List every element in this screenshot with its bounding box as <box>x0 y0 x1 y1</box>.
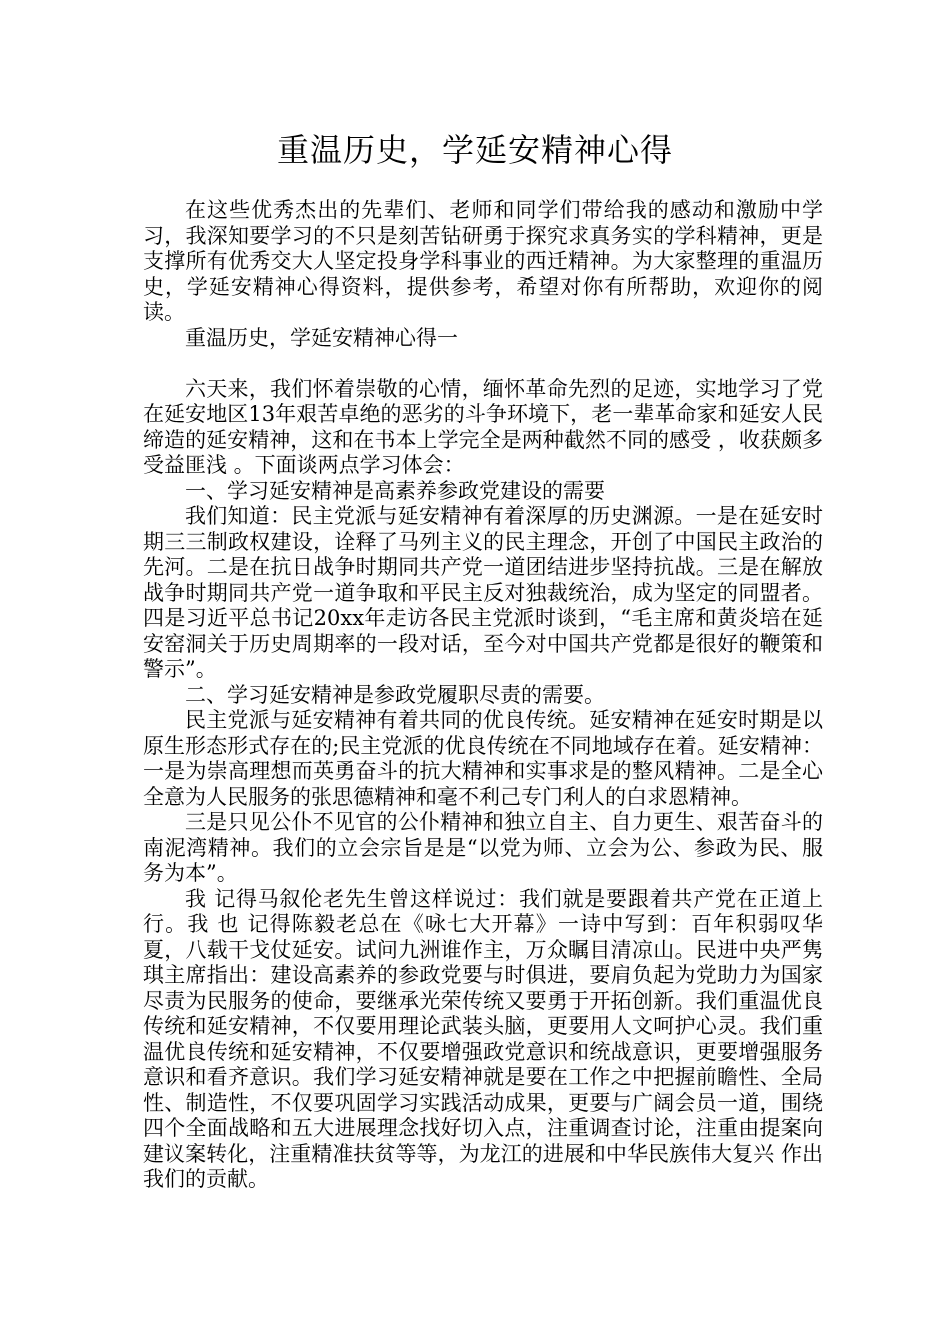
paragraph-intro: 在这些优秀杰出的先辈们、老师和同学们带给我的感动和激励中学习，我深知要学习的不只是刻苦钻研勇于探究求真务实的学科精神，更是支撑所有优秀交大人坚定投身学科事业的西迁精神。为大家整理的重温历史，学延安精神心得资料，提供参考，希望对你有所帮助，欢迎你的阅读。 <box>143 198 823 324</box>
paragraph-opening: 六天来，我们怀着崇敬的心情，缅怀革命先烈的足迹，实地学习了党在延安地区13年艰苦卓绝的恶劣的斗争环境下，老一辈革命家和延安人民缔造的延安精神，这和在书本上学完全是两种截然不同的感受 ，收获颇多受益匪浅 。下面谈两点学习体会： <box>143 376 823 477</box>
document-title: 重温历史，学延安精神心得 <box>276 131 673 169</box>
paragraph-section-2: 民主党派与延安精神有着共同的优良传统。延安精神在延安时期是以原生形态形式存在的;民主党派的优良传统在不同地域存在着。延安精神：一是为崇高理想而英勇奋斗的抗大精神和实事求是的整风精神。二是全心全意为人民服务的张思德精神和毫不利己专门利人的白求恩精神。 <box>143 708 823 809</box>
paragraph-subtitle: 重温历史，学延安精神心得一 <box>185 325 458 350</box>
paragraph-closing: 我 记得马叙伦老先生曾这样说过：我们就是要跟着共产党在正道上行。我 也 记得陈毅老总在《咏七大开幕》一诗中写到：百年积弱叹华夏，八载干戈仗延安。试问九洲谁作主，万众瞩目清凉山。民进中央严隽琪主席指出：建设高素养的参政党要与时俱进，要肩负起为党助力为国家尽责为民服务的使命，要继承光荣传统又要勇于开拓创新。我们重温优良传统和延安精神，不仅要用理论武装头脑，更要用人文呵护心灵。我们重温优良传统和延安精神，不仅要增强政党意识和统战意识，更要增强服务意识和看齐意识。我们学习延安精神就是要在工作之中把握前瞻性、全局性、制造性，不仅要巩固学习实践活动成果，更要与广阔会员一道，围绕四个全面战略和五大进展理念找好切入点，注重调查讨论，注重由提案向建议案转化，注重精准扶贫等等，为龙江的进展和中华民族伟大复兴 作出我们的贡献。 <box>143 886 823 1191</box>
section-heading-2: 二、学习延安精神是参政党履职尽责的需要。 <box>185 682 605 707</box>
paragraph-section-1: 我们知道：民主党派与延安精神有着深厚的历史渊源。一是在延安时期三三制政权建设，诠释了马列主义的民主理念，开创了中国民主政治的先河。二是在抗日战争时期同共产党一道团结进步坚持抗战。三是在解放战争时期同共产党一道争取和平民主反对独裁统治，成为坚定的同盟者。四是习近平总书记20xx年走访各民主党派时谈到，“毛主席和黄炎培在延安窑洞关于历史周期率的一段对话，至今对中国共产党都是很好的鞭策和警示”。 <box>143 504 823 681</box>
document-body <box>143 198 823 1193</box>
section-heading-1: 一、学习延安精神是高素养参政党建设的需要 <box>185 478 605 503</box>
blank-line <box>143 351 823 377</box>
paragraph-section-2-cont: 三是只见公仆不见官的公仆精神和独立自主、自力更生、艰苦奋斗的南泥湾精神。我们的立会宗旨是是“以党为师、立会为公、参政为民、服务为本”。 <box>143 810 823 885</box>
